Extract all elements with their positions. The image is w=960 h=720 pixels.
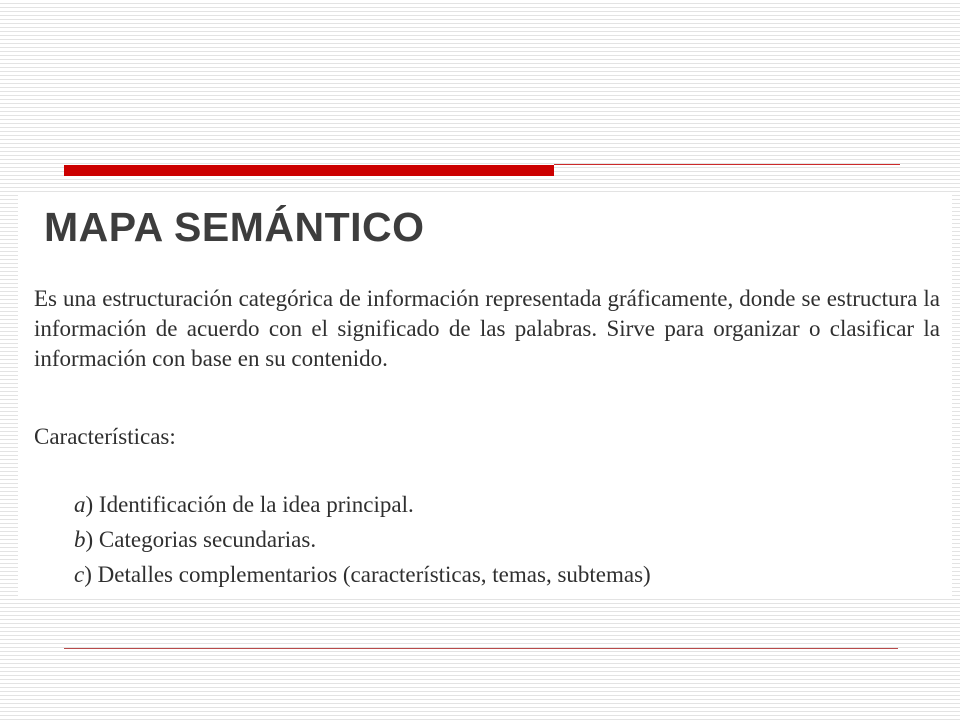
definition-paragraph: Es una estructuración categórica de información representada gráficamente, donde se estructura la información de acuerdo con el significado de las palabras. Sirve para organizar o clasificar la información con base en su contenido. (34, 286, 940, 371)
list-item-text: Categorias secundarias. (98, 527, 317, 552)
list-item-text: Identificación de la idea principal. (98, 492, 414, 517)
list-item: c) Detalles complementarios (características, temas, subtemas) (74, 562, 651, 587)
list-item-marker: b (74, 527, 86, 552)
accent-bar-thin (554, 164, 900, 165)
bottom-divider (64, 648, 898, 649)
list-item: b) Categorias secundarias. (74, 527, 317, 552)
document-title: MAPA SEMÁNTICO (44, 204, 425, 250)
accent-bar-thick (64, 165, 554, 176)
list-item-marker: c (74, 562, 85, 587)
list-item: a) Identificación de la idea principal. (74, 492, 414, 517)
features-label: Características: (34, 424, 176, 449)
features-list (74, 487, 651, 592)
list-item-marker: a (74, 492, 86, 517)
list-item-text: Detalles complementarios (características, temas, subtemas) (97, 562, 651, 587)
scanned-text-image (18, 192, 952, 596)
